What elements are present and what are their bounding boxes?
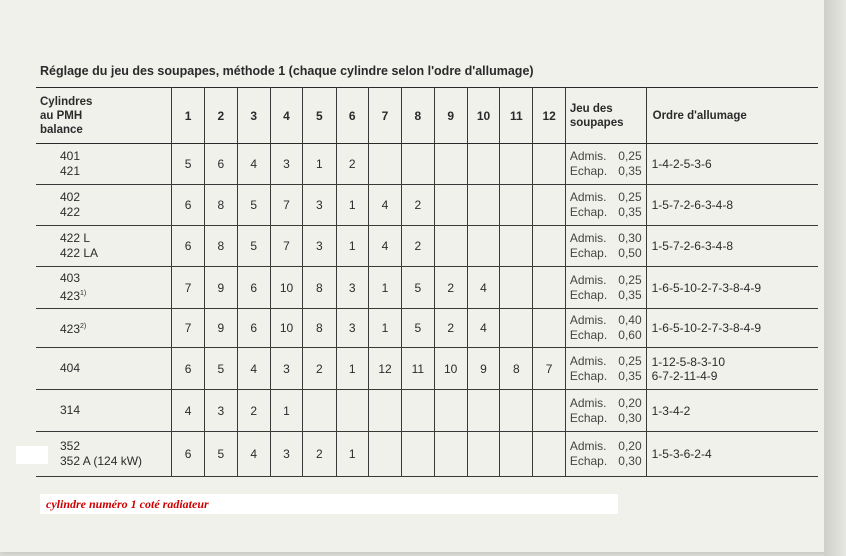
cell-col-3: 5 xyxy=(237,185,270,226)
cell-col-3: 4 xyxy=(237,144,270,185)
cell-col-3: 4 xyxy=(237,348,270,390)
cell-col-7: 4 xyxy=(368,185,401,226)
cell-col-12 xyxy=(533,267,565,309)
clearance-value: 0,60 xyxy=(618,328,642,342)
cell-col-12 xyxy=(533,185,565,226)
cell-col-9 xyxy=(434,432,467,477)
cell-col-4: 10 xyxy=(270,309,302,348)
cell-col-11 xyxy=(500,226,533,267)
footnote-marker: 1) xyxy=(80,290,87,297)
clearance-value: 0,50 xyxy=(618,246,642,260)
firing-order-cell xyxy=(646,309,818,348)
firing-order-cell xyxy=(646,144,818,185)
clearance-label: Echap. xyxy=(569,454,608,468)
cell-col-11 xyxy=(500,185,533,226)
firing-order: 1-4-2-5-3-6 xyxy=(651,157,712,171)
radiator-note: cylindre numéro 1 coté radiateur xyxy=(46,497,209,511)
cell-col-8: 2 xyxy=(402,185,434,226)
clearance-line xyxy=(570,273,642,288)
cell-col-1: 6 xyxy=(171,348,204,390)
header-cylindres-line: balance xyxy=(40,123,83,136)
cell-col-2: 6 xyxy=(205,144,237,185)
cell-col-1: 6 xyxy=(171,226,204,267)
firing-order: 1-5-7-2-6-3-4-8 xyxy=(651,198,733,212)
cell-col-9 xyxy=(434,185,467,226)
clearance-label: Echap. xyxy=(569,287,608,302)
firing-order: 1-5-7-2-6-3-4-8 xyxy=(651,239,733,253)
cell-col-6 xyxy=(336,390,368,432)
clearance-value: 0,30 xyxy=(618,231,642,245)
cell-col-2: 8 xyxy=(205,226,237,267)
cell-col-5 xyxy=(303,390,336,432)
cell-col-5: 8 xyxy=(303,267,336,309)
firing-order: 1-5-3-6-2-4 xyxy=(651,447,712,461)
cell-col-4: 3 xyxy=(270,144,302,185)
cell-col-7: 12 xyxy=(368,348,401,390)
clearance-cell xyxy=(565,390,646,432)
header-col-5: 5 xyxy=(303,88,336,144)
header-col-9: 9 xyxy=(434,88,467,144)
cell-col-1: 7 xyxy=(171,267,204,309)
clearance-line xyxy=(570,354,642,369)
clearance-line xyxy=(570,164,642,179)
cell-col-9: 2 xyxy=(434,309,467,348)
cell-col-8: 2 xyxy=(402,226,434,267)
clearance-line xyxy=(570,190,642,205)
clearance-line xyxy=(570,411,642,426)
header-col-6: 6 xyxy=(336,88,368,144)
cylinder-label: 422 L xyxy=(60,231,91,245)
page-edge xyxy=(824,0,846,556)
clearance-value: 0,35 xyxy=(618,205,642,219)
header-jeu-line: Jeu des xyxy=(569,102,613,115)
table-row xyxy=(36,185,818,226)
table-row xyxy=(36,144,818,185)
clearance-line xyxy=(570,288,642,303)
cell-col-10 xyxy=(467,390,499,432)
cell-col-6: 2 xyxy=(336,144,368,185)
cell-col-4: 1 xyxy=(270,390,302,432)
clearance-label: Echap. xyxy=(569,368,608,383)
clearance-label: Admis. xyxy=(569,272,607,287)
cell-col-12: 7 xyxy=(533,348,565,390)
cell-col-9 xyxy=(434,144,467,185)
header-jeu-line: soupapes xyxy=(569,116,624,129)
cylinder-label: 403 xyxy=(60,271,81,285)
table-row xyxy=(36,432,818,477)
clearance-label: Echap. xyxy=(569,164,608,178)
clearance-cell xyxy=(565,185,646,226)
cell-col-6: 1 xyxy=(336,185,368,226)
table-row xyxy=(36,267,818,309)
cell-col-12 xyxy=(533,390,565,432)
cell-col-10: 9 xyxy=(467,348,499,390)
cylinder-cell xyxy=(36,432,171,477)
firing-order-cell xyxy=(646,390,818,432)
clearance-label: Echap. xyxy=(569,410,608,425)
cell-col-7 xyxy=(368,144,401,185)
cell-col-6: 3 xyxy=(336,267,368,309)
cell-col-2: 5 xyxy=(205,432,237,477)
cylinder-label: 352 xyxy=(60,439,81,453)
cylinder-cell xyxy=(36,185,171,226)
cell-col-9: 2 xyxy=(434,267,467,309)
firing-order-cell xyxy=(646,432,818,477)
cell-col-12 xyxy=(533,144,565,185)
cell-col-1: 6 xyxy=(171,185,204,226)
cell-col-11 xyxy=(500,432,533,477)
cell-col-6: 1 xyxy=(336,226,368,267)
table-row xyxy=(36,348,818,390)
cell-col-2: 5 xyxy=(205,348,237,390)
cylinder-label: 422 LA xyxy=(60,246,99,260)
firing-order-cell xyxy=(646,348,818,390)
clearance-value: 0,35 xyxy=(618,368,642,383)
cylinder-label: 421 xyxy=(60,164,81,178)
cell-col-3: 2 xyxy=(237,390,270,432)
clearance-label: Admis. xyxy=(569,353,607,368)
clearance-line xyxy=(570,313,642,328)
cell-col-4: 7 xyxy=(270,185,302,226)
clearance-cell xyxy=(565,226,646,267)
clearance-value: 0,30 xyxy=(618,410,642,425)
clearance-label: Admis. xyxy=(569,313,607,327)
clearance-value: 0,20 xyxy=(618,439,642,453)
table-row xyxy=(36,226,818,267)
cell-col-5: 3 xyxy=(303,185,336,226)
cell-col-7 xyxy=(368,390,401,432)
cell-col-1: 4 xyxy=(171,390,204,432)
cell-col-2: 9 xyxy=(205,267,237,309)
header-col-12: 12 xyxy=(533,88,565,144)
cell-col-6: 1 xyxy=(336,348,368,390)
clearance-line xyxy=(570,439,642,454)
cell-col-6: 1 xyxy=(336,432,368,477)
table-header-row xyxy=(36,88,818,144)
cell-col-11 xyxy=(500,144,533,185)
cell-col-2: 3 xyxy=(205,390,237,432)
firing-order: 6-7-2-11-4-9 xyxy=(651,368,718,383)
clearance-line xyxy=(570,328,642,343)
clearance-value: 0,35 xyxy=(618,287,642,302)
cell-col-5: 3 xyxy=(303,226,336,267)
cell-col-10: 4 xyxy=(467,267,499,309)
clearance-line xyxy=(570,246,642,261)
cell-col-3: 5 xyxy=(237,226,270,267)
cell-col-5: 2 xyxy=(303,348,336,390)
clearance-value: 0,20 xyxy=(618,395,642,410)
clearance-value: 0,30 xyxy=(618,454,642,468)
cell-col-1: 7 xyxy=(171,309,204,348)
cell-col-12 xyxy=(533,309,565,348)
cell-col-5: 8 xyxy=(303,309,336,348)
clearance-value: 0,25 xyxy=(618,353,642,368)
table-row xyxy=(36,309,818,348)
firing-order-cell xyxy=(646,226,818,267)
cell-col-11 xyxy=(500,390,533,432)
header-col-4: 4 xyxy=(270,88,302,144)
cylinder-label: 402 xyxy=(60,190,81,204)
header-col-3: 3 xyxy=(237,88,270,144)
cell-col-9 xyxy=(434,390,467,432)
clearance-label: Admis. xyxy=(569,231,607,245)
cell-col-8 xyxy=(402,390,434,432)
clearance-cell xyxy=(565,432,646,477)
cell-col-4: 3 xyxy=(270,432,302,477)
cell-col-10 xyxy=(467,185,499,226)
clearance-value: 0,25 xyxy=(618,272,642,287)
cylinder-cell xyxy=(36,390,171,432)
clearance-line xyxy=(570,454,642,469)
cell-col-6: 3 xyxy=(336,309,368,348)
note-box xyxy=(40,494,618,514)
clearance-value: 0,25 xyxy=(618,190,642,204)
clearance-line xyxy=(570,149,642,164)
cylinder-cell xyxy=(36,226,171,267)
cell-col-7 xyxy=(368,432,401,477)
cell-col-10: 4 xyxy=(467,309,499,348)
cell-col-10 xyxy=(467,226,499,267)
firing-order-cell xyxy=(646,267,818,309)
firing-order: 1-6-5-10-2-7-3-8-4-9 xyxy=(651,321,762,335)
table-body xyxy=(36,144,818,477)
clearance-cell xyxy=(565,267,646,309)
cylinder-cell xyxy=(36,144,171,185)
cell-col-8: 5 xyxy=(402,309,434,348)
firing-order-cell xyxy=(646,185,818,226)
cylinder-label: 404 xyxy=(60,361,81,375)
header-cylindres-line: au PMH xyxy=(40,109,83,122)
cylinder-cell xyxy=(36,309,171,348)
clearance-label: Admis. xyxy=(569,149,607,163)
clearance-value: 0,25 xyxy=(618,149,642,163)
cylinder-label: 314 xyxy=(60,403,81,417)
cell-col-3: 4 xyxy=(237,432,270,477)
cell-col-5: 2 xyxy=(303,432,336,477)
cell-col-12 xyxy=(533,226,565,267)
clearance-cell xyxy=(565,309,646,348)
cell-col-8: 5 xyxy=(402,267,434,309)
cell-col-11 xyxy=(500,309,533,348)
clearance-label: Admis. xyxy=(569,190,607,204)
cylinder-label: 401 xyxy=(60,149,81,163)
header-cylindres-line: Cylindres xyxy=(40,95,93,108)
header-ordre-allumage: Ordre d'allumage xyxy=(646,88,818,144)
cylinder-label: 352 A (124 kW) xyxy=(60,454,143,468)
clearance-label: Admis. xyxy=(569,439,607,453)
cell-col-7: 1 xyxy=(368,267,401,309)
cell-col-11: 8 xyxy=(500,348,533,390)
header-col-11: 11 xyxy=(500,88,533,144)
cell-col-8 xyxy=(402,144,434,185)
clearance-line xyxy=(570,369,642,384)
cell-col-3: 6 xyxy=(237,267,270,309)
cell-col-4: 7 xyxy=(270,226,302,267)
clearance-value: 0,40 xyxy=(618,313,642,327)
cylinder-label: 423$^{2)}$ xyxy=(60,322,87,336)
clearance-cell xyxy=(565,144,646,185)
cell-col-3: 6 xyxy=(237,309,270,348)
header-col-10: 10 xyxy=(467,88,499,144)
clearance-label: Admis. xyxy=(569,395,607,410)
footnote-marker: 2) xyxy=(80,323,87,330)
cylinder-cell xyxy=(36,348,171,390)
header-col-1: 1 xyxy=(171,88,204,144)
clearance-value: 0,35 xyxy=(618,164,642,178)
clearance-label: Echap. xyxy=(569,246,608,260)
table-title: Réglage du jeu des soupapes, méthode 1 (chaque cylindre selon l'odre d'allumage) xyxy=(40,64,534,78)
clearance-label: Echap. xyxy=(569,328,608,342)
firing-order: 1-3-4-2 xyxy=(651,403,691,418)
cell-col-1: 6 xyxy=(171,432,204,477)
header-col-8: 8 xyxy=(402,88,434,144)
cell-col-1: 5 xyxy=(171,144,204,185)
cell-col-11 xyxy=(500,267,533,309)
header-jeu-soupapes xyxy=(565,88,646,144)
clearance-cell xyxy=(565,348,646,390)
clearance-line xyxy=(570,205,642,220)
cylinder-label: 422 xyxy=(60,205,81,219)
cylinder-label: 423$^{1)}$ xyxy=(60,289,87,303)
cell-col-9 xyxy=(434,226,467,267)
cell-col-10 xyxy=(467,144,499,185)
cell-col-2: 9 xyxy=(205,309,237,348)
cell-col-8 xyxy=(402,432,434,477)
cell-col-12 xyxy=(533,432,565,477)
header-cylindres xyxy=(36,88,171,144)
cell-col-7: 4 xyxy=(368,226,401,267)
cell-col-5: 1 xyxy=(303,144,336,185)
cell-col-4: 3 xyxy=(270,348,302,390)
valve-clearance-table xyxy=(36,87,818,477)
cell-col-10 xyxy=(467,432,499,477)
firing-order: 1-6-5-10-2-7-3-8-4-9 xyxy=(651,280,762,295)
cell-col-2: 8 xyxy=(205,185,237,226)
cell-col-4: 10 xyxy=(270,267,302,309)
clearance-line xyxy=(570,231,642,246)
cell-col-8: 11 xyxy=(402,348,434,390)
table-row xyxy=(36,390,818,432)
header-col-7: 7 xyxy=(368,88,401,144)
clearance-label: Echap. xyxy=(569,205,608,219)
cell-col-9: 10 xyxy=(434,348,467,390)
header-col-2: 2 xyxy=(205,88,237,144)
white-patch xyxy=(16,446,48,464)
firing-order: 1-12-5-8-3-10 xyxy=(651,354,725,369)
clearance-line xyxy=(570,396,642,411)
cell-col-7: 1 xyxy=(368,309,401,348)
cylinder-cell xyxy=(36,267,171,309)
